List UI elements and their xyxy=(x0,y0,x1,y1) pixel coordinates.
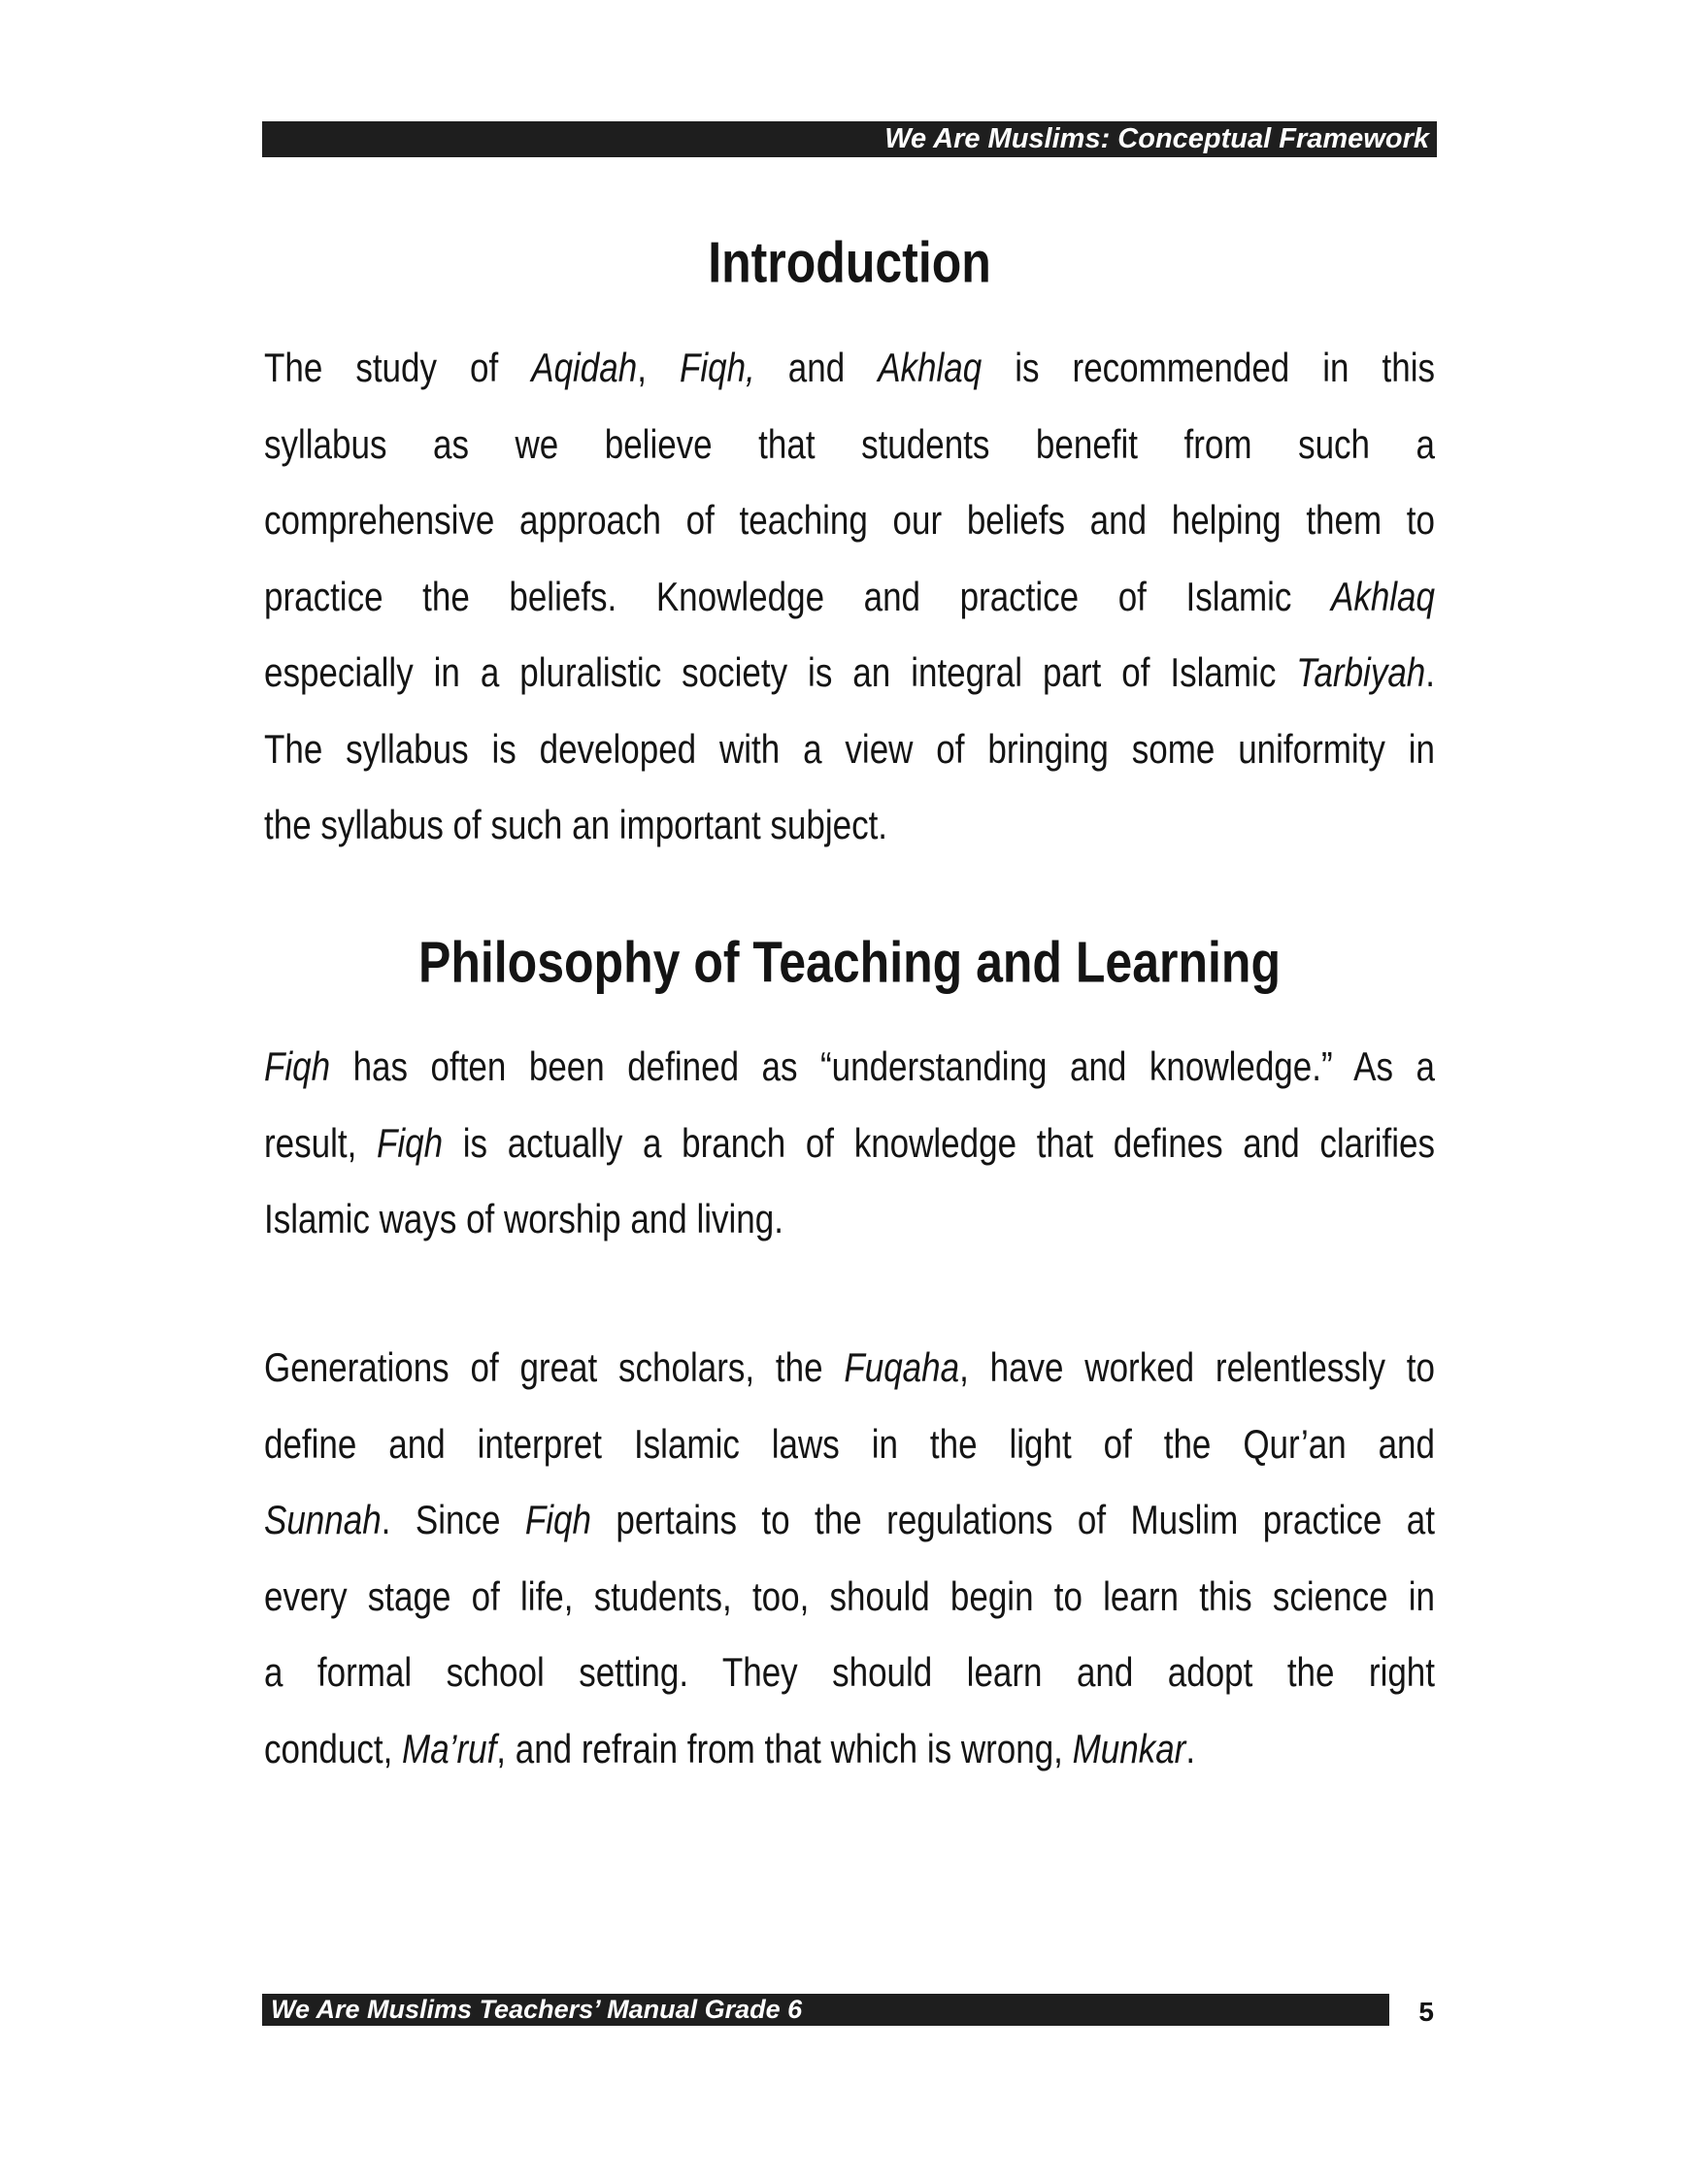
text-line: Sunnah. Since Fiqh pertains to the regulations of Muslim practice at xyxy=(264,1498,1435,1543)
text-line: every stage of life, students, too, should begin to learn this science in xyxy=(264,1574,1435,1620)
paragraph-introduction xyxy=(264,332,1435,866)
header-title: We Are Muslims: Conceptual Framework xyxy=(884,123,1429,154)
paragraph-fuqaha-scholars xyxy=(264,1332,1435,1789)
footer-title: We Are Muslims Teachers’ Manual Grade 6 xyxy=(271,1995,803,2024)
text-line: practice the beliefs. Knowledge and practice of Islamic Akhlaq xyxy=(264,575,1435,620)
text-line: Islamic ways of worship and living. xyxy=(264,1197,783,1242)
text-line: The syllabus is developed with a view of bringing some uniformity in xyxy=(264,727,1435,773)
heading-philosophy: Philosophy of Teaching and Learning xyxy=(417,930,1281,995)
text-line: a formal school setting. They should learn and adopt the right xyxy=(264,1650,1435,1696)
paragraph-fiqh-definition xyxy=(264,1031,1435,1260)
text-line: conduct, Ma’ruf, and refrain from that which is wrong, Munkar. xyxy=(264,1727,1196,1772)
text-line: Fiqh has often been defined as “understanding and knowledge.” As a xyxy=(264,1044,1435,1090)
page-number: 5 xyxy=(1418,1997,1434,2027)
text-line: The study of Aqidah, Fiqh, and Akhlaq is recommended in this xyxy=(264,346,1436,391)
footer-bar xyxy=(262,1994,1389,2026)
text-line: especially in a pluralistic society is an integral part of Islamic Tarbiyah. xyxy=(264,650,1435,696)
text-line: define and interpret Islamic laws in the light of the Qur’an and xyxy=(264,1422,1435,1468)
heading-introduction: Introduction xyxy=(708,230,991,295)
header-bar xyxy=(262,121,1437,157)
text-line: comprehensive approach of teaching our beliefs and helping them to xyxy=(264,498,1435,544)
text-line: the syllabus of such an important subject. xyxy=(264,803,888,848)
text-line: Generations of great scholars, the Fuqaha, have worked relentlessly to xyxy=(264,1345,1435,1391)
text-line: result, Fiqh is actually a branch of knowledge that defines and clarifies xyxy=(264,1121,1435,1167)
text-line: syllabus as we believe that students benefit from such a xyxy=(264,422,1435,468)
